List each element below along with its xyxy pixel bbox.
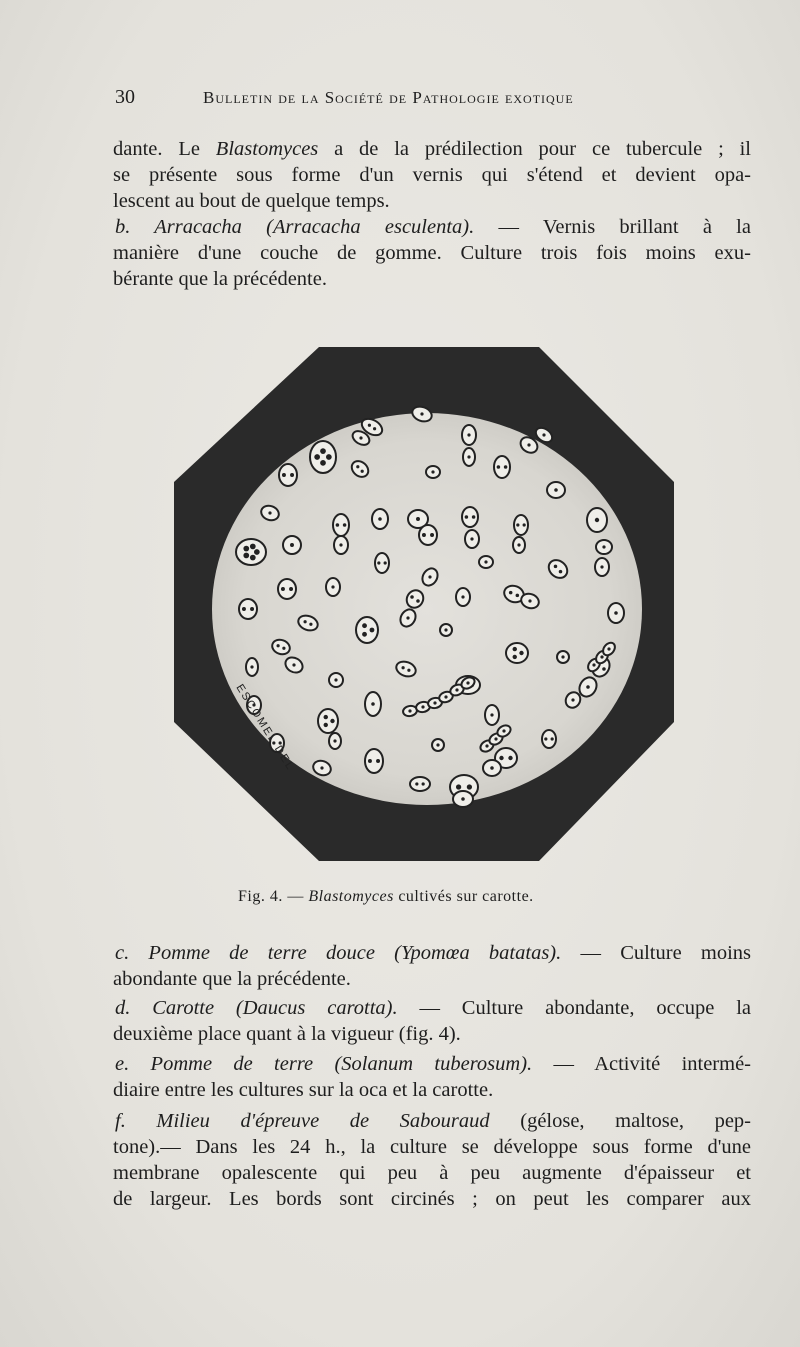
- yeast-cell: [278, 579, 296, 599]
- cell-nucleus: [542, 433, 545, 436]
- page-number: 30: [115, 86, 135, 108]
- cell-nucleus: [600, 655, 603, 658]
- cell-nucleus: [592, 663, 595, 666]
- cell-nucleus: [494, 737, 497, 740]
- text-line: bérante que la précédente.: [113, 268, 327, 290]
- cell-nucleus: [509, 591, 513, 595]
- paragraph-c: [113, 940, 751, 992]
- cell-nucleus: [485, 744, 488, 747]
- cell-nucleus: [339, 543, 342, 546]
- text-line: c. Pomme de terre douce (Ypomœa batatas). — Culture moins: [115, 942, 752, 964]
- cell-nucleus: [290, 543, 294, 547]
- cell-nucleus: [461, 797, 465, 801]
- cell-nucleus: [559, 570, 563, 574]
- text-line: membrane opalescente qui peu à peu augmente d'épaisseur et: [113, 1162, 751, 1184]
- paragraph-top: [113, 136, 751, 214]
- cell-nucleus: [250, 555, 256, 561]
- cell-nucleus: [281, 587, 285, 591]
- cell-nucleus: [331, 585, 334, 588]
- cell-nucleus: [513, 647, 517, 651]
- cell-nucleus: [551, 737, 554, 740]
- cell-nucleus: [571, 698, 574, 701]
- cell-nucleus: [586, 685, 590, 689]
- cell-nucleus: [431, 470, 434, 473]
- yeast-cell: [419, 525, 437, 545]
- cell-nucleus: [455, 688, 458, 691]
- cell-nucleus: [490, 766, 494, 770]
- cell-nucleus: [490, 713, 493, 716]
- text-line: lescent au bout de quelque temps.: [113, 190, 390, 212]
- yeast-cell: [462, 507, 478, 527]
- text-line: abondante que la précédente.: [113, 968, 351, 990]
- cell-nucleus: [421, 705, 424, 708]
- cell-nucleus: [243, 546, 249, 552]
- cell-nucleus: [243, 553, 249, 559]
- cell-nucleus: [368, 424, 371, 427]
- cell-nucleus: [554, 565, 558, 569]
- cell-nucleus: [527, 443, 530, 446]
- cell-nucleus: [420, 412, 423, 415]
- cell-nucleus: [330, 719, 334, 723]
- figure-illustration: [174, 347, 674, 861]
- cell-nucleus: [416, 599, 420, 603]
- cell-nucleus: [343, 523, 347, 527]
- cell-nucleus: [242, 607, 246, 611]
- page-header: [115, 86, 675, 114]
- microscope-field-illustration: [174, 347, 674, 861]
- cell-nucleus: [368, 759, 372, 763]
- cell-nucleus: [444, 628, 447, 631]
- cell-nucleus: [362, 623, 367, 628]
- cell-nucleus: [517, 543, 520, 546]
- cell-nucleus: [276, 644, 279, 647]
- text-line: b. Arracacha (Arracacha esculenta). — Vernis brillant à la: [115, 216, 751, 238]
- cell-nucleus: [467, 784, 472, 789]
- cell-nucleus: [326, 454, 332, 460]
- text-line: tone).— Dans les 24 h., la culture se développe sous forme d'une: [113, 1136, 751, 1158]
- cell-nucleus: [268, 511, 271, 514]
- cell-nucleus: [504, 465, 508, 469]
- yeast-cell: [506, 643, 528, 663]
- yeast-cell: [333, 514, 349, 536]
- cell-nucleus: [554, 488, 558, 492]
- cell-nucleus: [376, 759, 380, 763]
- text-line: deuxième place quant à la vigueur (fig. 4).: [113, 1023, 461, 1045]
- cell-nucleus: [513, 655, 517, 659]
- cell-nucleus: [359, 436, 362, 439]
- yeast-cell: [542, 730, 556, 748]
- cell-nucleus: [607, 647, 610, 650]
- cell-nucleus: [467, 455, 470, 458]
- cell-nucleus: [523, 523, 526, 526]
- cell-nucleus: [406, 616, 409, 619]
- yeast-cell: [494, 456, 510, 478]
- paragraph-b: [113, 214, 751, 292]
- cell-nucleus: [320, 766, 323, 769]
- artist-signature: ESCOMEL DEL: [233, 682, 297, 774]
- cell-nucleus: [370, 628, 375, 633]
- cell-nucleus: [384, 561, 387, 564]
- cell-nucleus: [519, 651, 523, 655]
- cell-nucleus: [378, 517, 382, 521]
- cell-nucleus: [422, 533, 426, 537]
- figure-caption: Fig. 4. — Blastomyces cultivés sur carotte.: [238, 888, 534, 905]
- cell-nucleus: [502, 729, 505, 732]
- cell-nucleus: [401, 666, 404, 669]
- cell-nucleus: [444, 695, 447, 698]
- yeast-cell: [410, 777, 430, 791]
- cell-nucleus: [602, 545, 605, 548]
- cell-nucleus: [282, 647, 285, 650]
- text-line: e. Pomme de terre (Solanum tuberosum). — Activité intermé-: [115, 1053, 752, 1075]
- cell-nucleus: [336, 523, 340, 527]
- cell-nucleus: [436, 743, 439, 746]
- cell-nucleus: [320, 460, 326, 466]
- yeast-cell: [279, 464, 297, 486]
- cell-nucleus: [408, 709, 411, 712]
- cell-nucleus: [528, 599, 531, 602]
- cell-nucleus: [561, 655, 564, 658]
- running-title: Bulletin de la Société de Pathologie exotique: [203, 88, 574, 107]
- text-line: diaire entre les cultures sur la oca et la carotte.: [113, 1079, 494, 1101]
- cell-nucleus: [377, 561, 380, 564]
- cell-nucleus: [516, 594, 520, 598]
- paragraph-d: [113, 995, 751, 1047]
- cell-nucleus: [422, 782, 425, 785]
- cell-nucleus: [407, 669, 410, 672]
- cell-nucleus: [309, 623, 312, 626]
- cell-nucleus: [600, 565, 603, 568]
- cell-nucleus: [290, 473, 294, 477]
- cell-nucleus: [428, 575, 431, 578]
- cell-nucleus: [466, 681, 469, 684]
- cell-nucleus: [314, 454, 320, 460]
- text-line: dante. Le Blastomyces a de la prédilection pour ce tubercule ; il: [113, 138, 751, 160]
- cell-nucleus: [508, 756, 512, 760]
- yeast-cell: [239, 599, 257, 619]
- cell-nucleus: [497, 465, 501, 469]
- cell-nucleus: [250, 607, 254, 611]
- cell-nucleus: [292, 663, 295, 666]
- yeast-cell: [375, 553, 389, 573]
- cell-nucleus: [614, 611, 618, 615]
- cell-nucleus: [430, 533, 434, 537]
- yeast-cell: [514, 515, 528, 535]
- cell-nucleus: [324, 715, 328, 719]
- yeast-cell: [356, 617, 378, 643]
- cell-nucleus: [467, 433, 470, 436]
- cell-nucleus: [373, 427, 376, 430]
- cell-nucleus: [334, 678, 337, 681]
- yeast-cell: [236, 539, 266, 565]
- cell-nucleus: [416, 517, 420, 521]
- cell-nucleus: [320, 448, 326, 454]
- cell-nucleus: [544, 737, 547, 740]
- yeast-cell: [310, 441, 336, 473]
- cell-nucleus: [433, 701, 436, 704]
- cell-nucleus: [356, 465, 359, 468]
- cell-nucleus: [516, 523, 519, 526]
- cell-nucleus: [250, 544, 256, 550]
- cell-nucleus: [484, 560, 487, 563]
- cell-nucleus: [333, 739, 336, 742]
- paragraph-f: [113, 1108, 751, 1212]
- cell-nucleus: [465, 515, 469, 519]
- cell-nucleus: [324, 723, 328, 727]
- yeast-cell: [365, 749, 383, 773]
- text-line: manière d'une couche de gomme. Culture trois fois moins exu-: [113, 242, 751, 264]
- cell-nucleus: [303, 620, 306, 623]
- cell-nucleus: [250, 665, 253, 668]
- cell-nucleus: [282, 473, 286, 477]
- cell-nucleus: [289, 587, 293, 591]
- paragraph-e: [113, 1051, 751, 1103]
- text-line: d. Carotte (Daucus carotta). — Culture abondante, occupe la: [115, 997, 751, 1019]
- cell-nucleus: [410, 595, 414, 599]
- cell-nucleus: [461, 595, 464, 598]
- cell-nucleus: [254, 549, 260, 555]
- text-line: f. Milieu d'épreuve de Sabouraud (gélose, maltose, pep-: [115, 1110, 752, 1132]
- yeast-cell: [318, 709, 338, 733]
- cell-nucleus: [472, 515, 476, 519]
- cell-nucleus: [499, 756, 503, 760]
- cell-nucleus: [470, 537, 473, 540]
- cell-nucleus: [371, 702, 375, 706]
- cell-nucleus: [362, 632, 367, 637]
- cell-nucleus: [456, 784, 461, 789]
- cell-nucleus: [595, 518, 599, 522]
- cell-nucleus: [602, 667, 606, 671]
- cell-nucleus: [415, 782, 418, 785]
- text-line: se présente sous forme d'un vernis qui s'étend et devient opa-: [113, 164, 751, 186]
- text-line: de largeur. Les bords sont circinés ; on peut les comparer aux: [113, 1188, 751, 1210]
- cell-nucleus: [361, 470, 364, 473]
